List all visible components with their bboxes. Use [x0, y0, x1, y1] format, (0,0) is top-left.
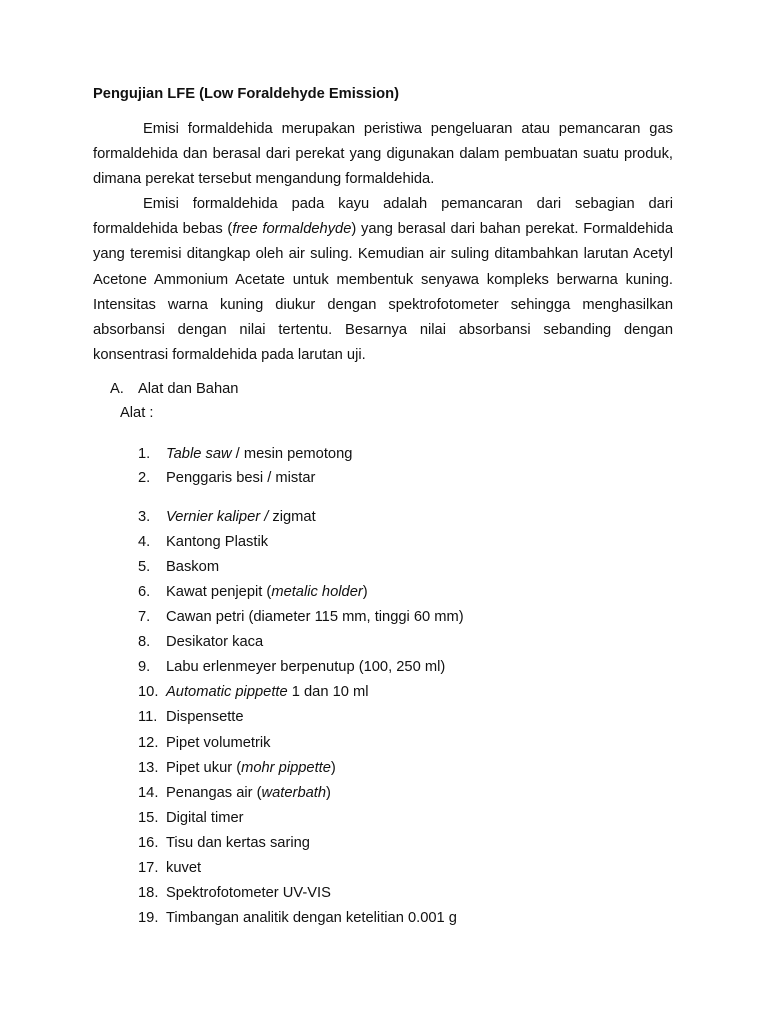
- list-item: [138, 783, 331, 803]
- list-item-text: ): [326, 785, 331, 801]
- list-item-italic-text: Vernier kaliper /: [166, 509, 269, 525]
- list-item-italic-text: waterbath: [261, 785, 327, 801]
- alat-heading: Alat :: [120, 405, 154, 421]
- list-item: [138, 707, 244, 727]
- paragraph-1-text: Emisi formaldehida merupakan peristiwa pengeluaran atau pemancaran gas formaldehida dan berasal dari perekat yang digunakan dalam pembuatan suatu produk, dimana perekat tersebut mengandung formaldehida.: [93, 121, 673, 188]
- list-item-italic-text: Table saw: [166, 446, 232, 462]
- list-item-text: / mesin pemotong: [231, 446, 353, 462]
- list-item-text: Kawat penjepit (: [166, 584, 272, 600]
- list-item-italic-text: mohr pippette: [241, 760, 331, 776]
- list-item: [138, 657, 445, 677]
- list-item-number: 3.: [138, 509, 151, 525]
- list-item: [138, 858, 201, 878]
- list-item-number: 19.: [138, 910, 159, 926]
- list-item: [138, 444, 352, 464]
- list-item-text: Digital timer: [166, 810, 244, 826]
- list-item: [138, 507, 316, 527]
- list-item: [138, 808, 244, 828]
- list-item-number: 13.: [138, 760, 159, 776]
- list-item: [138, 682, 369, 702]
- list-item-number: 4.: [138, 534, 151, 550]
- list-item-text: zigmat: [268, 509, 316, 525]
- list-item-italic-text: metalic holder: [271, 584, 363, 600]
- list-item-number: 2.: [138, 470, 151, 486]
- list-item-number: 7.: [138, 609, 151, 625]
- section-a-label: A.: [110, 381, 124, 397]
- list-item-number: 12.: [138, 735, 159, 751]
- list-item-text: Penangas air (: [166, 785, 262, 801]
- list-item-number: 9.: [138, 659, 151, 675]
- list-item-text: Spektrofotometer UV-VIS: [166, 885, 331, 901]
- list-item-text: Pipet volumetrik: [166, 735, 271, 751]
- paragraph-2-italic-term: free formaldehyde: [232, 221, 352, 238]
- list-item: [138, 632, 263, 652]
- paragraph-1: [93, 117, 673, 193]
- list-item: [138, 582, 368, 602]
- list-item: [138, 557, 219, 577]
- list-item-number: 17.: [138, 860, 159, 876]
- list-item-number: 5.: [138, 559, 151, 575]
- list-item-number: 18.: [138, 885, 159, 901]
- list-item: [138, 833, 310, 853]
- list-item-number: 16.: [138, 835, 159, 851]
- section-a-title: Alat dan Bahan: [138, 381, 239, 397]
- list-item-number: 8.: [138, 634, 151, 650]
- list-item: [138, 733, 270, 753]
- list-item-text: Cawan petri (diameter 115 mm, tinggi 60 mm): [166, 609, 464, 625]
- list-item-text: Penggaris besi / mistar: [166, 470, 316, 486]
- list-item: [138, 532, 268, 552]
- list-item-text: Kantong Plastik: [166, 534, 269, 550]
- list-item-text: ): [330, 760, 336, 776]
- list-item-number: 1.: [138, 446, 151, 462]
- list-item-text: Desikator kaca: [166, 634, 264, 650]
- list-item-number: 15.: [138, 810, 159, 826]
- paragraph-2-text-pre: Emisi formaldehida pada kayu adalah pemancaran dari sebagian dari formaldehida bebas (: [93, 196, 673, 238]
- list-item-text: Timbangan analitik dengan ketelitian 0.001 g: [166, 910, 457, 926]
- list-item-text: Tisu dan kertas saring: [166, 835, 310, 851]
- list-item-text: ): [362, 584, 368, 600]
- section-a-heading: [110, 381, 238, 397]
- paragraph-2-text-post: ) yang berasal dari bahan perekat. Formaldehida yang teremisi ditangkap oleh air suling. Kemudian air suling ditambahkan larutan Acetyl Acetone Ammonium Acetate untuk membentuk senyawa kompleks berwarna kuning. Intensitas warna kuning diukur dengan spektrofotometer sehingga menghasilkan absorbansi dengan nilai tertentu. Besarnya nilai absorbansi sebanding dengan konsentrasi formaldehida pada larutan uji.: [93, 221, 674, 364]
- list-item-text: Labu erlenmeyer berpenutup (100, 250 ml): [166, 659, 446, 675]
- paragraph-2: [93, 192, 673, 368]
- list-item-text: Dispensette: [166, 709, 244, 725]
- list-item-number: 11.: [138, 709, 158, 725]
- list-item: [138, 607, 464, 627]
- list-item: [138, 468, 315, 488]
- list-item-italic-text: Automatic pippette: [166, 684, 288, 700]
- list-item-number: 10.: [138, 684, 159, 700]
- page-title: Pengujian LFE (Low Foraldehyde Emission): [93, 86, 400, 102]
- list-item-text: 1 dan 10 ml: [287, 684, 369, 700]
- list-item: [138, 758, 336, 778]
- list-item-number: 6.: [138, 584, 151, 600]
- list-item-text: kuvet: [166, 860, 202, 876]
- list-item: [138, 908, 457, 928]
- list-item-text: Pipet ukur (: [166, 760, 242, 776]
- list-item-text: Baskom: [166, 559, 220, 575]
- list-item: [138, 883, 331, 903]
- list-item-number: 14.: [138, 785, 159, 801]
